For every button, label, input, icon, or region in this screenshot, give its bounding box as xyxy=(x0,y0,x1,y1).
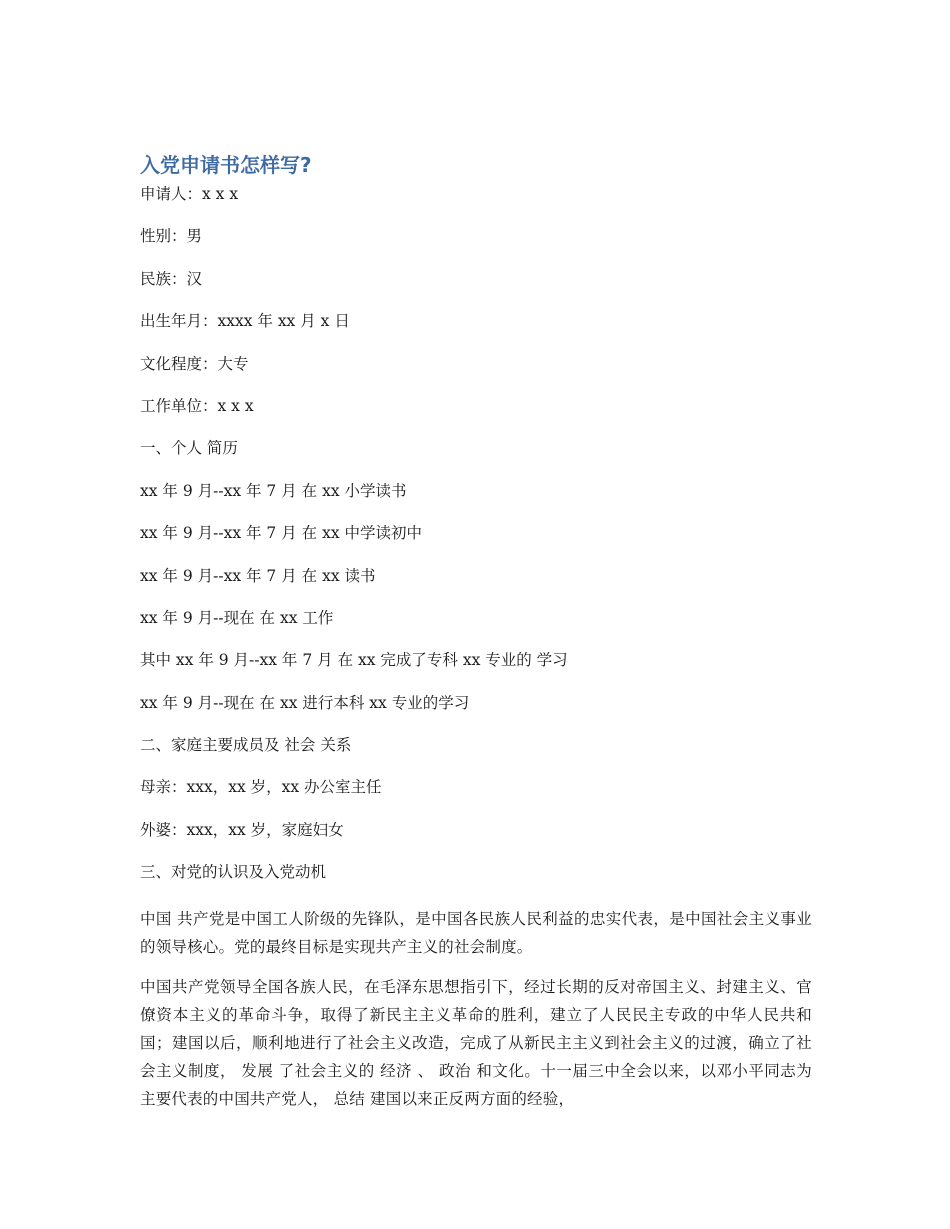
section-heading-family: 二、家庭主要成员及 社会 关系 xyxy=(140,736,352,755)
body-paragraph: 中国 共产党是中国工人阶级的先锋队，是中国各民族人民利益的忠实代表，是中国社会主义事业的领导核心。党的最终目标是实现共产主义的社会制度。 xyxy=(140,909,812,956)
field-gender: 性别：男 xyxy=(140,227,203,246)
resume-entry: xx 年 9 月--xx 年 7 月 在 xx 中学读初中 xyxy=(140,524,422,543)
field-ethnicity: 民族：汉 xyxy=(140,269,203,288)
resume-entry: xx 年 9 月--现在 在 xx 进行本科 xx 专业的学习 xyxy=(140,693,470,712)
body-paragraph: 中国共产党领导全国各族人民，在毛泽东思想指引下，经过长期的反对帝国主义、封建主义、官僚资本主义的革命斗争，取得了新民主主义革命的胜利，建立了人民民主专政的中华人民共和国；建国以后，顺利地进行了社会主义改造，完成了从新民主主义到社会主义的过渡，确立了社会主义制度， 发展 了社会主义的 经济 、 政治 和文化。十一届三中全会以来，以邓小平同志为主要代表的中国共产党人， 总结 建国以来正反两方面的经验， xyxy=(140,977,812,1108)
field-applicant: 申请人：x x x xyxy=(140,185,239,203)
document-title: 入党申请书怎样写? xyxy=(140,153,312,177)
resume-entry: xx 年 9 月--xx 年 7 月 在 xx 读书 xyxy=(140,566,376,585)
family-member: 外婆：xxx，xx 岁，家庭妇女 xyxy=(140,820,344,839)
resume-entry: xx 年 9 月--xx 年 7 月 在 xx 小学读书 xyxy=(140,481,407,500)
family-member: 母亲：xxx，xx 岁，xx 办公室主任 xyxy=(140,778,382,797)
field-education: 文化程度：大专 xyxy=(140,354,249,373)
resume-entry: 其中 xx 年 9 月--xx 年 7 月 在 xx 完成了专科 xx 专业的 学习 xyxy=(140,651,568,670)
document-body xyxy=(140,150,812,1125)
resume-entry: xx 年 9 月--现在 在 xx 工作 xyxy=(140,608,334,627)
field-birthdate: 出生年月：xxxx 年 xx 月 x 日 xyxy=(140,312,350,331)
section-heading-motivation: 三、对党的认识及入党动机 xyxy=(140,863,327,882)
field-workplace: 工作单位：x x x xyxy=(140,396,254,415)
section-heading-resume: 一、个人 简历 xyxy=(140,439,238,458)
